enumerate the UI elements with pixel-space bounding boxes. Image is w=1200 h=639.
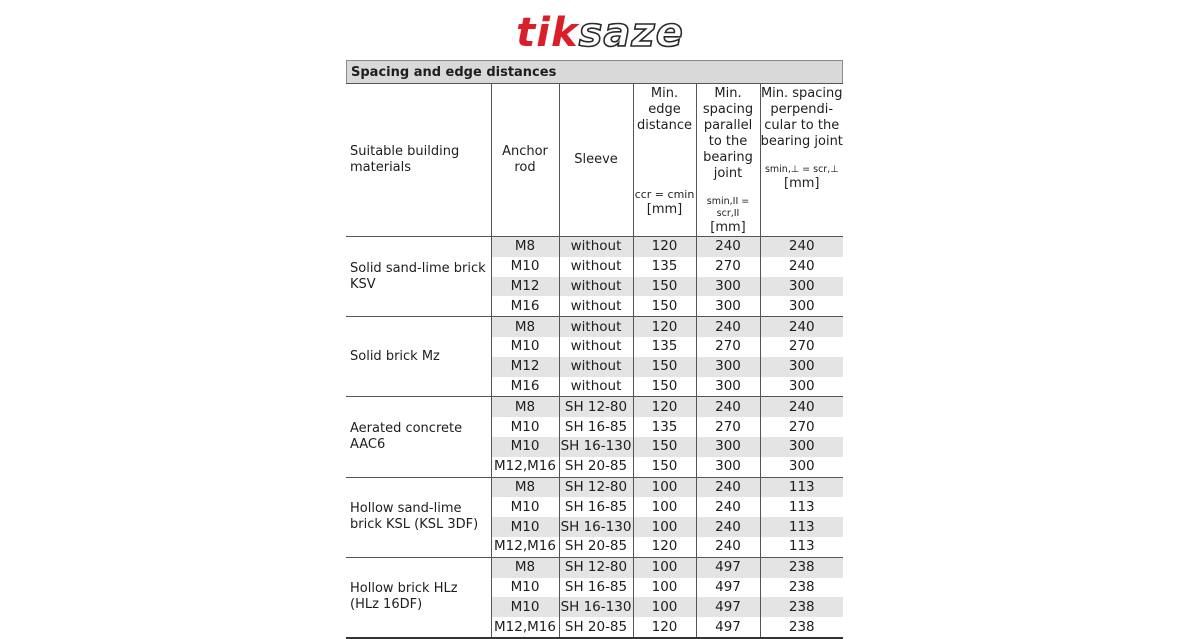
edge-distance-cell: 100 xyxy=(633,557,696,577)
header-spacing-perp-unit: [mm] xyxy=(784,176,820,191)
anchor-rod-cell: M8 xyxy=(491,317,559,337)
edge-distance-cell: 100 xyxy=(633,517,696,537)
header-spacing-perpendicular xyxy=(760,84,843,237)
sleeve-cell: SH 16-85 xyxy=(559,578,633,598)
spacing-perp-cell: 300 xyxy=(760,357,843,377)
header-spacing-perp-symbol: smin,⊥ = scr,⊥ xyxy=(764,164,839,175)
spacing-parallel-cell: 497 xyxy=(696,557,760,577)
anchor-rod-cell: M10 xyxy=(491,517,559,537)
spacing-parallel-cell: 240 xyxy=(696,237,760,257)
spacing-perp-cell: 238 xyxy=(760,557,843,577)
anchor-rod-cell: M10 xyxy=(491,497,559,517)
table-row xyxy=(346,317,843,337)
edge-distance-cell: 150 xyxy=(633,377,696,397)
header-edge-symbol: ccr = cmin xyxy=(634,188,695,201)
spacing-perp-cell: 238 xyxy=(760,597,843,617)
anchor-rod-cell: M10 xyxy=(491,597,559,617)
edge-distance-cell: 150 xyxy=(633,357,696,377)
spacing-perp-cell: 240 xyxy=(760,237,843,257)
edge-distance-cell: 150 xyxy=(633,437,696,457)
logo-text-secondary: saze xyxy=(578,10,684,56)
spacing-perp-cell: 300 xyxy=(760,296,843,316)
edge-distance-cell: 120 xyxy=(633,537,696,557)
spacing-perp-cell: 113 xyxy=(760,497,843,517)
material-cell: Solid brick Mz xyxy=(346,317,491,397)
spacing-parallel-cell: 240 xyxy=(696,317,760,337)
edge-distance-cell: 150 xyxy=(633,277,696,297)
sleeve-cell: SH 20-85 xyxy=(559,617,633,638)
anchor-rod-cell: M10 xyxy=(491,337,559,357)
table-row xyxy=(346,397,843,417)
sleeve-cell: without xyxy=(559,277,633,297)
spacing-perp-cell: 238 xyxy=(760,578,843,598)
anchor-rod-cell: M10 xyxy=(491,417,559,437)
sleeve-cell: SH 16-130 xyxy=(559,437,633,457)
spacing-parallel-cell: 300 xyxy=(696,357,760,377)
sleeve-cell: without xyxy=(559,237,633,257)
edge-distance-cell: 135 xyxy=(633,337,696,357)
spacing-perp-cell: 300 xyxy=(760,437,843,457)
spacing-perp-cell: 240 xyxy=(760,317,843,337)
sleeve-cell: SH 12-80 xyxy=(559,397,633,417)
sleeve-cell: without xyxy=(559,296,633,316)
header-sleeve: Sleeve xyxy=(559,84,633,237)
spacing-parallel-cell: 270 xyxy=(696,417,760,437)
material-cell: Hollow sand-lime brick KSL (KSL 3DF) xyxy=(346,477,491,557)
logo-text-primary: tik xyxy=(516,10,579,56)
spacing-perp-cell: 113 xyxy=(760,537,843,557)
header-edge-distance xyxy=(633,84,696,237)
header-spacing-parallel-label: Min. spacing parallel to the bearing joint xyxy=(702,86,754,181)
sleeve-cell: without xyxy=(559,257,633,277)
spacing-perp-cell: 240 xyxy=(760,397,843,417)
material-cell: Aerated concrete AAC6 xyxy=(346,397,491,477)
table-row xyxy=(346,557,843,577)
spacing-perp-cell: 270 xyxy=(760,417,843,437)
anchor-rod-cell: M16 xyxy=(491,377,559,397)
edge-distance-cell: 120 xyxy=(633,317,696,337)
header-spacing-parallel-symbol: smin,II = scr,II xyxy=(706,196,750,219)
spacing-table-container xyxy=(346,60,843,639)
anchor-rod-cell: M10 xyxy=(491,257,559,277)
sleeve-cell: without xyxy=(559,377,633,397)
edge-distance-cell: 100 xyxy=(633,578,696,598)
spacing-parallel-cell: 270 xyxy=(696,337,760,357)
table-row xyxy=(346,237,843,257)
edge-distance-cell: 135 xyxy=(633,417,696,437)
spacing-perp-cell: 240 xyxy=(760,257,843,277)
edge-distance-cell: 150 xyxy=(633,457,696,477)
table-row xyxy=(346,477,843,497)
spacing-parallel-cell: 240 xyxy=(696,537,760,557)
spacing-perp-cell: 270 xyxy=(760,337,843,357)
header-spacing-parallel-unit: [mm] xyxy=(710,220,746,235)
spacing-perp-cell: 113 xyxy=(760,517,843,537)
logo xyxy=(0,8,1200,58)
spacing-parallel-cell: 497 xyxy=(696,617,760,638)
spacing-parallel-cell: 300 xyxy=(696,296,760,316)
spacing-parallel-cell: 240 xyxy=(696,477,760,497)
edge-distance-cell: 100 xyxy=(633,497,696,517)
spacing-table xyxy=(346,83,843,639)
sleeve-cell: without xyxy=(559,317,633,337)
sleeve-cell: without xyxy=(559,337,633,357)
edge-distance-cell: 150 xyxy=(633,296,696,316)
anchor-rod-cell: M10 xyxy=(491,437,559,457)
anchor-rod-cell: M12,M16 xyxy=(491,617,559,638)
sleeve-cell: SH 20-85 xyxy=(559,537,633,557)
sleeve-cell: SH 16-85 xyxy=(559,417,633,437)
spacing-parallel-cell: 240 xyxy=(696,397,760,417)
edge-distance-cell: 100 xyxy=(633,597,696,617)
sleeve-cell: SH 16-130 xyxy=(559,597,633,617)
edge-distance-cell: 120 xyxy=(633,617,696,638)
spacing-parallel-cell: 270 xyxy=(696,257,760,277)
anchor-rod-cell: M8 xyxy=(491,477,559,497)
spacing-perp-cell: 238 xyxy=(760,617,843,638)
sleeve-cell: SH 12-80 xyxy=(559,557,633,577)
spacing-perp-cell: 300 xyxy=(760,457,843,477)
spacing-perp-cell: 300 xyxy=(760,277,843,297)
material-cell: Solid sand-lime brick KSV xyxy=(346,237,491,317)
header-anchor-rod: Anchor rod xyxy=(491,84,559,237)
spacing-parallel-cell: 300 xyxy=(696,437,760,457)
anchor-rod-cell: M12,M16 xyxy=(491,457,559,477)
edge-distance-cell: 120 xyxy=(633,237,696,257)
sleeve-cell: SH 16-130 xyxy=(559,517,633,537)
header-spacing-parallel xyxy=(696,84,760,237)
header-material: Suitable building materials xyxy=(346,84,491,237)
sleeve-cell: without xyxy=(559,357,633,377)
spacing-parallel-cell: 240 xyxy=(696,497,760,517)
spacing-parallel-cell: 300 xyxy=(696,457,760,477)
spacing-parallel-cell: 497 xyxy=(696,597,760,617)
table-header-row xyxy=(346,84,843,237)
sleeve-cell: SH 20-85 xyxy=(559,457,633,477)
anchor-rod-cell: M10 xyxy=(491,578,559,598)
spacing-parallel-cell: 300 xyxy=(696,377,760,397)
anchor-rod-cell: M8 xyxy=(491,397,559,417)
anchor-rod-cell: M8 xyxy=(491,237,559,257)
anchor-rod-cell: M8 xyxy=(491,557,559,577)
anchor-rod-cell: M12 xyxy=(491,357,559,377)
spacing-perp-cell: 300 xyxy=(760,377,843,397)
spacing-parallel-cell: 240 xyxy=(696,517,760,537)
sleeve-cell: SH 12-80 xyxy=(559,477,633,497)
anchor-rod-cell: M12,M16 xyxy=(491,537,559,557)
anchor-rod-cell: M16 xyxy=(491,296,559,316)
edge-distance-cell: 120 xyxy=(633,397,696,417)
header-edge-unit: [mm] xyxy=(646,202,683,217)
edge-distance-cell: 100 xyxy=(633,477,696,497)
header-spacing-perp-label: Min. spacing perpendi-cular to the bearing joint xyxy=(760,86,843,149)
sleeve-cell: SH 16-85 xyxy=(559,497,633,517)
spacing-parallel-cell: 300 xyxy=(696,277,760,297)
table-body xyxy=(346,237,843,638)
table-title: Spacing and edge distances xyxy=(346,60,843,83)
anchor-rod-cell: M12 xyxy=(491,277,559,297)
material-cell: Hollow brick HLz (HLz 16DF) xyxy=(346,557,491,638)
spacing-perp-cell: 113 xyxy=(760,477,843,497)
spacing-parallel-cell: 497 xyxy=(696,578,760,598)
edge-distance-cell: 135 xyxy=(633,257,696,277)
header-edge-label: Min. edge distance xyxy=(636,86,693,133)
